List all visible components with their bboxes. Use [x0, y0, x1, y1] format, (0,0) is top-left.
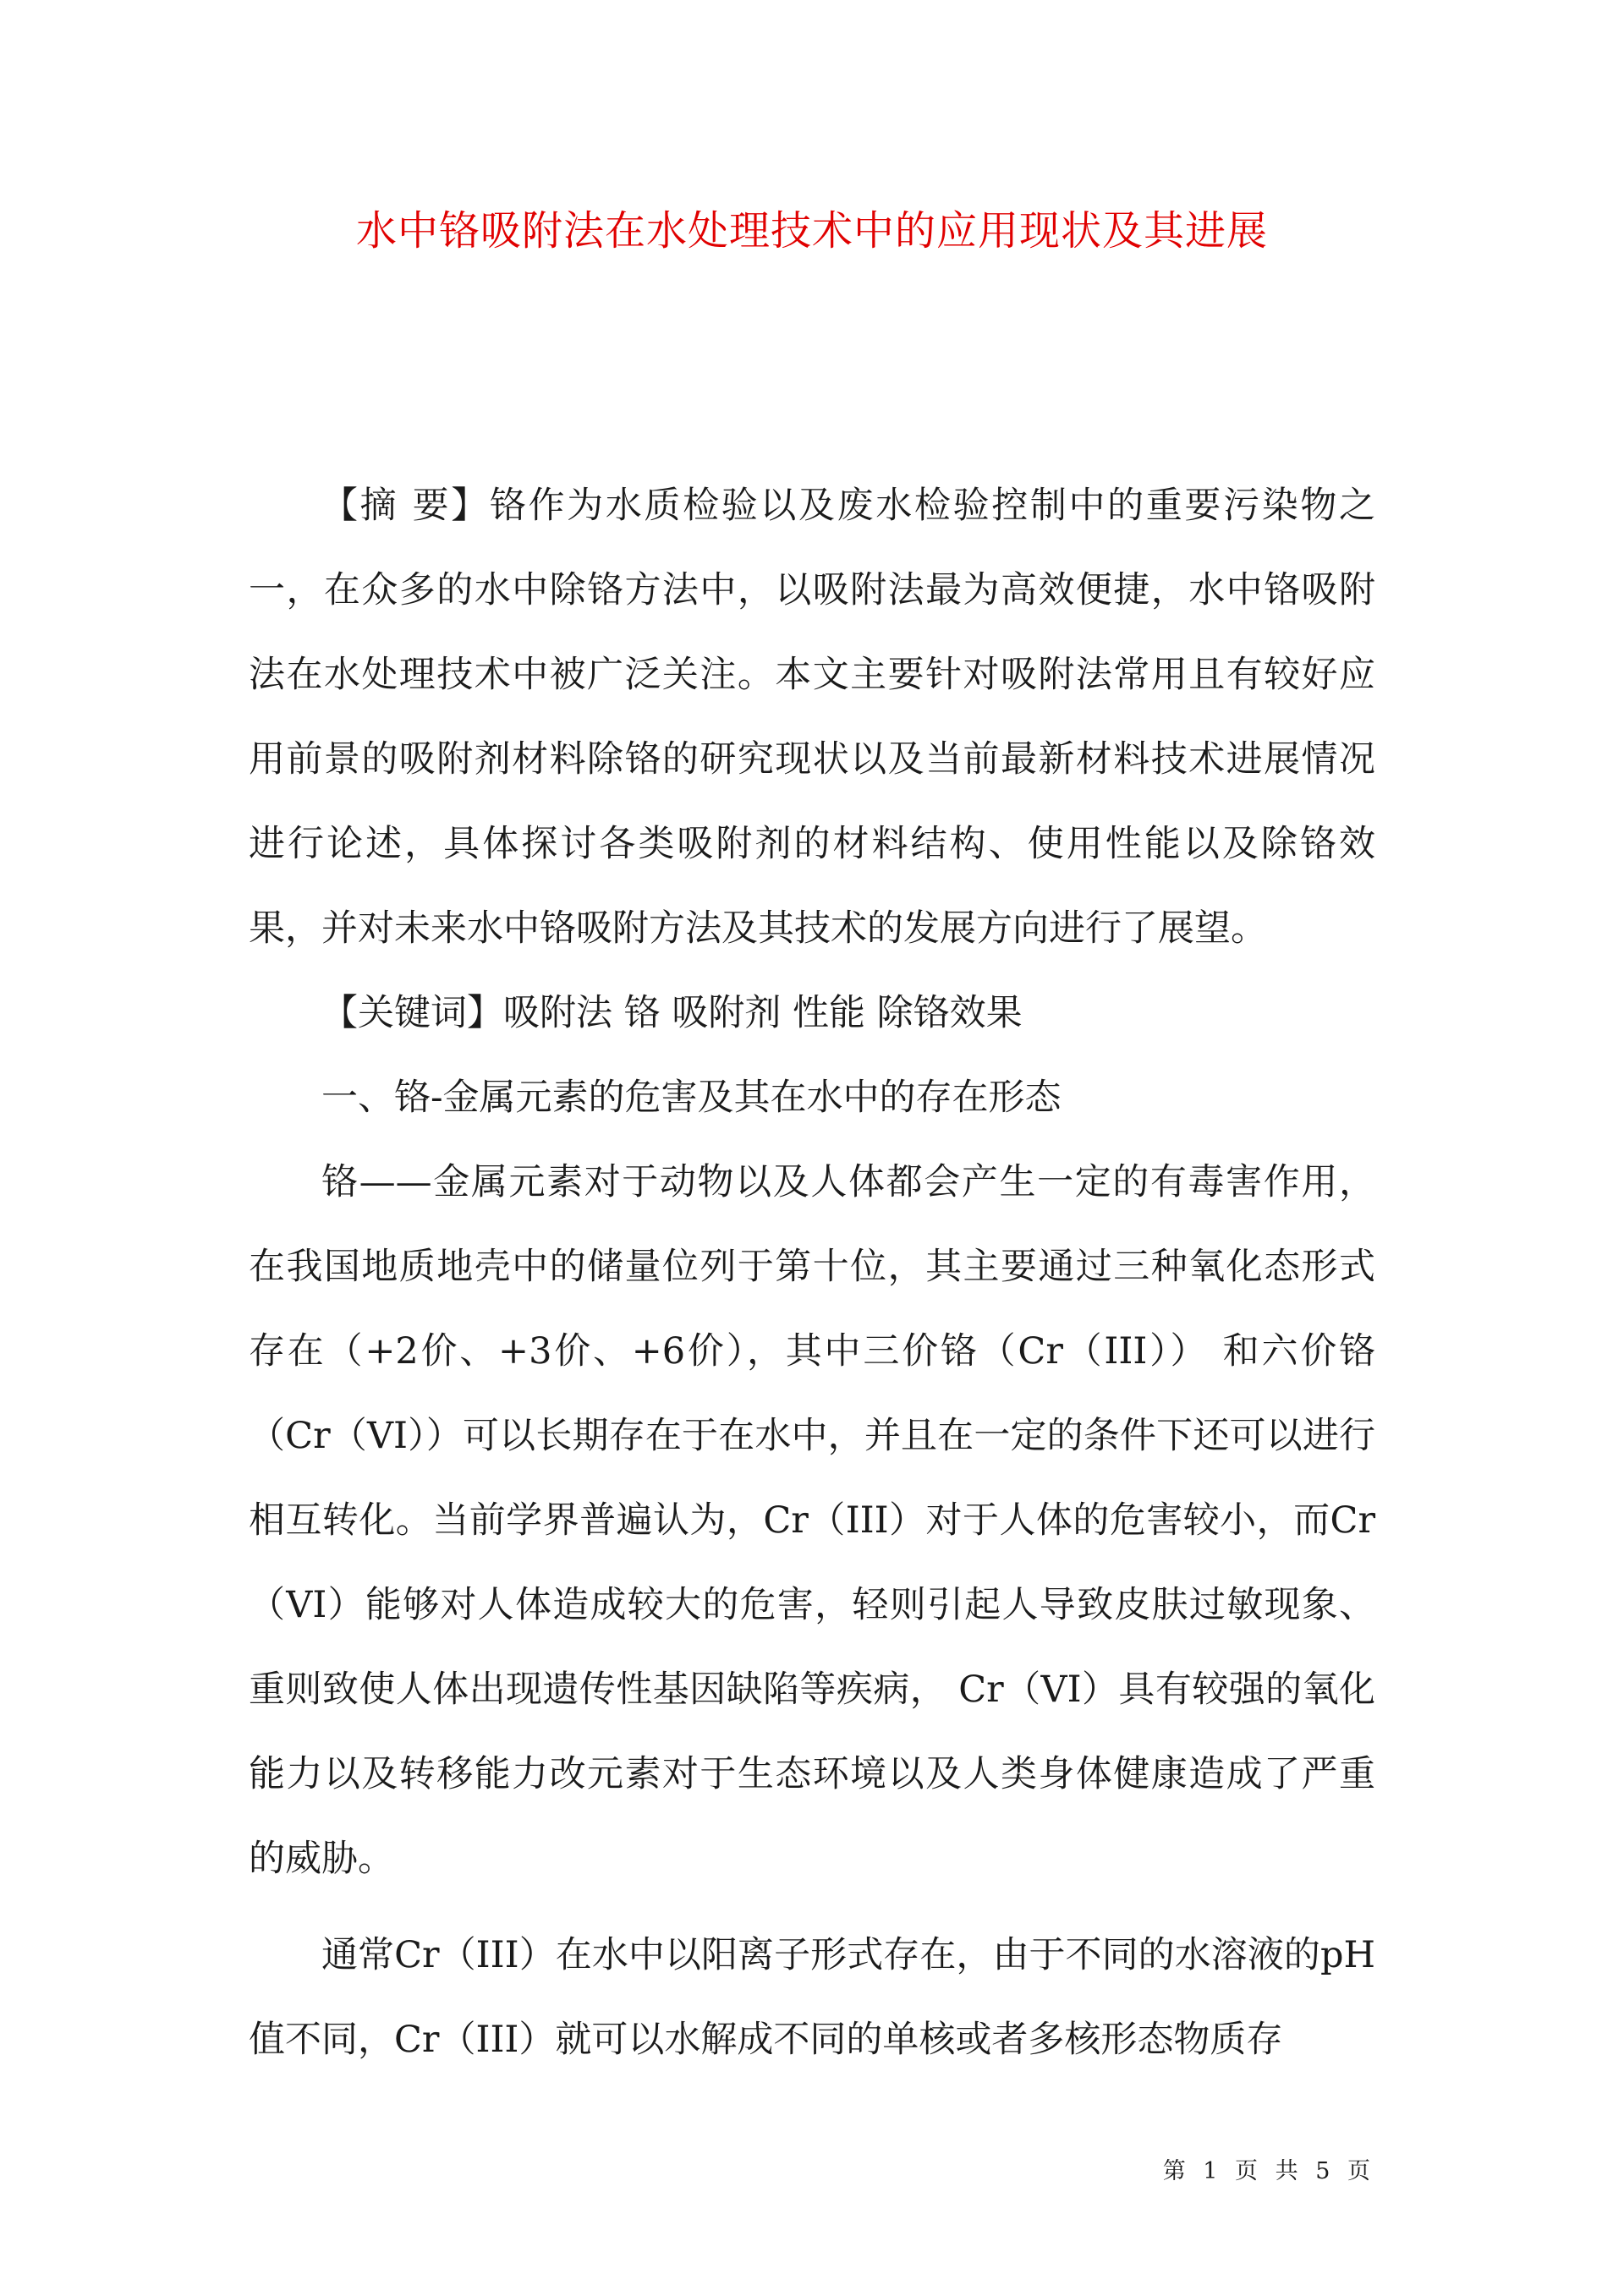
keywords-paragraph: 【关键词】吸附法 铬 吸附剂 性能 除铬效果: [321, 992, 1023, 1034]
abstract-paragraph: 【摘 要】铬作为水质检验以及废水检验控制中的重要污染物之一，在众多的水中除铬方法中，以吸附法最为高效便捷，水中铬吸附法在水处理技术中被广泛关注。本文主要针对吸附法常用且有较好应用前景的吸附剂材料除铬的研究现状以及当前最新材料技术进展情况进行论述，具体探讨各类吸附剂的材料结构、使用性能以及除铬效果，并对未来水中铬吸附方法及其技术的发展方向进行了展望。: [249, 485, 1375, 950]
document-title: 水中铬吸附法在水处理技术中的应用现状及其进展: [355, 207, 1268, 255]
body-paragraph: 通常Cr（III）在水中以阳离子形式存在，由于不同的水溶液的pH值不同，Cr（III）就可以水解成不同的单核或者多核形态物质存: [249, 1934, 1375, 2061]
body-paragraph: 铬——金属元素对于动物以及人体都会产生一定的有毒害作用，在我国地质地壳中的储量位列于第十位，其主要通过三种氧化态形式存在（+2价、+3价、+6价），其中三价铬（Cr（III）） 和六价铬（Cr（VI））可以长期存在于在水中，并且在一定的条件下还可以进行相互转化。当前学界普遍认为，Cr（III）对于人体的危害较小，而Cr（VI）能够对人体造成较大的危害，轻则引起人导致皮肤过敏现象、重则致使人体出现遗传性基因缺陷等疾病， Cr（VI）具有较强的氧化能力以及转移能力改元素对于生态环境以及人类身体健康造成了严重的威胁。: [249, 1161, 1375, 1880]
document-body: [249, 463, 1375, 2082]
section-heading: 一、铬-金属元素的危害及其在水中的存在形态: [321, 1077, 1062, 1119]
page-number: 第 1 页 共 5 页: [1162, 2158, 1375, 2184]
